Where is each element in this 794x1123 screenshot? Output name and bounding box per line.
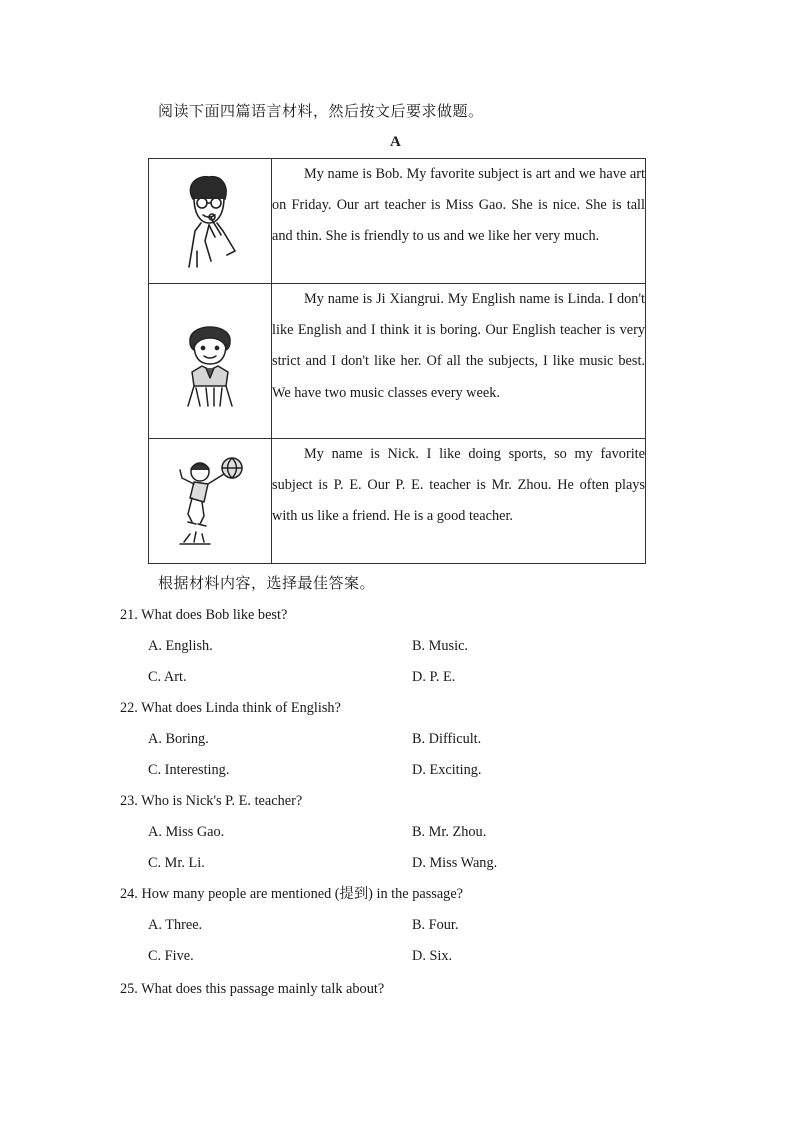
options-row (120, 910, 680, 941)
question-23 (120, 786, 680, 879)
options-row (120, 724, 680, 755)
options-row (120, 631, 680, 662)
passage-text-cell (272, 284, 646, 439)
passage-row-linda (149, 284, 646, 439)
option-a: A. English. (148, 638, 213, 654)
passage-bob: My name is Bob. My favorite subject is art and we have art on Friday. Our art teacher is Miss Gao. She is nice. She is tall and thin. She is friendly to us and we like her very much. (272, 166, 645, 245)
option-c: C. Five. (148, 948, 194, 964)
picture-cell (149, 439, 272, 564)
passage-row-bob (149, 159, 646, 284)
options-row (120, 755, 680, 786)
question-24 (120, 879, 680, 972)
options-row (120, 817, 680, 848)
option-a: A. Miss Gao. (148, 824, 225, 840)
question-stem: 23. Who is Nick's P. E. teacher? (120, 793, 303, 809)
options-row (120, 941, 680, 972)
option-d: D. Six. (412, 948, 453, 964)
question-instructions: 根据材料内容，选择最佳答案。 (158, 574, 376, 592)
passage-linda: My name is Ji Xiangrui. My English name is Linda. I don't like English and I think it is boring. Our English teacher is very strict and I don't like her. Of all the subjects, I like music best. We have two music classes every week. (272, 291, 645, 401)
option-a: A. Boring. (148, 731, 209, 747)
girl-icon (180, 314, 240, 409)
option-b: B. Four. (412, 917, 459, 933)
boy-basketball-icon (174, 452, 246, 550)
passage-row-nick (149, 439, 646, 564)
option-c: C. Art. (148, 669, 187, 685)
passage-text-cell (272, 439, 646, 564)
option-d: D. Miss Wang. (412, 855, 498, 871)
question-21 (120, 600, 680, 693)
question-stem: 21. What does Bob like best? (120, 607, 288, 623)
question-22 (120, 693, 680, 786)
passage-nick: My name is Nick. I like doing sports, so my favorite subject is P. E. Our P. E. teacher is Mr. Zhou. He often plays with us like a friend. He is a good teacher. (272, 446, 645, 525)
option-d: D. Exciting. (412, 762, 482, 778)
option-a: A. Three. (148, 917, 203, 933)
option-b: B. Music. (412, 638, 469, 654)
options-row (120, 848, 680, 879)
option-d: D. P. E. (412, 669, 456, 685)
section-label: A (390, 134, 401, 150)
passages-table (148, 158, 646, 564)
passage-text-cell (272, 159, 646, 284)
question-25: 25. What does this passage mainly talk about? (120, 981, 385, 997)
question-stem: 24. How many people are mentioned (提到) in the passage? (120, 886, 464, 902)
questions-section (120, 600, 680, 1005)
option-c: C. Interesting. (148, 762, 230, 778)
picture-cell (149, 159, 272, 284)
boy-with-glasses-icon (175, 171, 245, 271)
options-row (120, 662, 680, 693)
option-c: C. Mr. Li. (148, 855, 205, 871)
reading-instructions: 阅读下面四篇语言材料，然后按文后要求做题。 (158, 102, 484, 120)
option-b: B. Difficult. (412, 731, 482, 747)
option-b: B. Mr. Zhou. (412, 824, 487, 840)
picture-cell (149, 284, 272, 439)
question-stem: 22. What does Linda think of English? (120, 700, 341, 716)
